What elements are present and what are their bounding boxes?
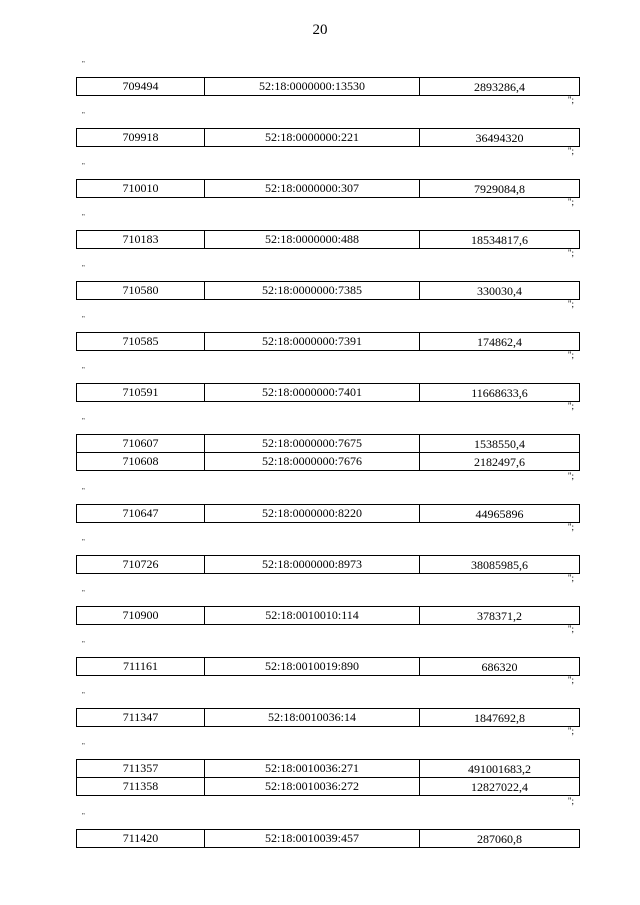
record-table bbox=[76, 434, 580, 471]
cadastral-value-cell: 1538550,4 bbox=[420, 435, 580, 453]
cadastral-number-cell: 52:18:0000000:307 bbox=[205, 180, 420, 198]
closing-quote-mark: "; bbox=[567, 401, 574, 411]
amendment-block bbox=[76, 162, 580, 213]
amendment-block bbox=[76, 315, 580, 366]
closing-quote-mark: "; bbox=[567, 726, 574, 736]
cadastral-number-cell: 52:18:0000000:8973 bbox=[205, 556, 420, 574]
record-table bbox=[76, 829, 580, 848]
opening-quote-mark: " bbox=[82, 640, 85, 648]
cadastral-number-cell: 52:18:0010019:890 bbox=[205, 658, 420, 676]
opening-quote-mark: " bbox=[82, 417, 85, 425]
cadastral-value-cell: 686320 bbox=[420, 658, 580, 676]
table-row bbox=[77, 709, 580, 727]
record-number-cell: 711420 bbox=[77, 830, 205, 848]
cadastral-number-cell: 52:18:0010036:14 bbox=[205, 709, 420, 727]
cadastral-number-cell: 52:18:0000000:7391 bbox=[205, 333, 420, 351]
opening-quote-mark: " bbox=[82, 315, 85, 323]
cadastral-number-cell: 52:18:0000000:221 bbox=[205, 129, 420, 147]
amendment-block bbox=[76, 213, 580, 264]
record-table bbox=[76, 759, 580, 796]
amendment-block bbox=[76, 691, 580, 742]
opening-quote-mark: " bbox=[82, 60, 85, 68]
record-number-cell: 710585 bbox=[77, 333, 205, 351]
table-row bbox=[77, 760, 580, 778]
record-table bbox=[76, 657, 580, 676]
cadastral-value-cell: 38085985,6 bbox=[420, 556, 580, 574]
record-table bbox=[76, 555, 580, 574]
record-number-cell: 711347 bbox=[77, 709, 205, 727]
closing-quote-mark: "; bbox=[567, 675, 574, 685]
closing-quote-mark: "; bbox=[567, 95, 574, 105]
closing-quote-mark: "; bbox=[567, 248, 574, 258]
opening-quote-mark: " bbox=[82, 487, 85, 495]
cadastral-value-cell: 287060,8 bbox=[420, 830, 580, 848]
amendment-block bbox=[76, 60, 580, 111]
table-row bbox=[77, 658, 580, 676]
closing-quote-mark: "; bbox=[567, 796, 574, 806]
amendment-block bbox=[76, 487, 580, 538]
record-table bbox=[76, 332, 580, 351]
table-row bbox=[77, 830, 580, 848]
opening-quote-mark: " bbox=[82, 742, 85, 750]
amendment-block bbox=[76, 538, 580, 589]
table-row bbox=[77, 556, 580, 574]
table-row bbox=[77, 333, 580, 351]
table-row bbox=[77, 778, 580, 796]
opening-quote-mark: " bbox=[82, 162, 85, 170]
cadastral-value-cell: 18534817,6 bbox=[420, 231, 580, 249]
opening-quote-mark: " bbox=[82, 538, 85, 546]
amendment-block bbox=[76, 742, 580, 812]
table-row bbox=[77, 607, 580, 625]
cadastral-number-cell: 52:18:0000000:7675 bbox=[205, 435, 420, 453]
cadastral-number-cell: 52:18:0000000:7385 bbox=[205, 282, 420, 300]
closing-quote-mark: "; bbox=[567, 299, 574, 309]
record-table bbox=[76, 281, 580, 300]
record-number-cell: 710580 bbox=[77, 282, 205, 300]
closing-quote-mark: "; bbox=[567, 471, 574, 481]
record-table bbox=[76, 504, 580, 523]
record-table bbox=[76, 128, 580, 147]
opening-quote-mark: " bbox=[82, 213, 85, 221]
closing-quote-mark: "; bbox=[567, 624, 574, 634]
table-row bbox=[77, 435, 580, 453]
opening-quote-mark: " bbox=[82, 589, 85, 597]
record-table bbox=[76, 230, 580, 249]
table-row bbox=[77, 282, 580, 300]
document-body bbox=[76, 60, 580, 863]
table-row bbox=[77, 78, 580, 96]
record-number-cell: 710183 bbox=[77, 231, 205, 249]
record-table bbox=[76, 383, 580, 402]
cadastral-value-cell: 174862,4 bbox=[420, 333, 580, 351]
cadastral-value-cell: 7929084,8 bbox=[420, 180, 580, 198]
opening-quote-mark: " bbox=[82, 111, 85, 119]
closing-quote-mark: "; bbox=[567, 573, 574, 583]
opening-quote-mark: " bbox=[82, 691, 85, 699]
cadastral-number-cell: 52:18:0000000:488 bbox=[205, 231, 420, 249]
amendment-block bbox=[76, 366, 580, 417]
cadastral-number-cell: 52:18:0000000:7401 bbox=[205, 384, 420, 402]
record-table bbox=[76, 606, 580, 625]
record-number-cell: 710726 bbox=[77, 556, 205, 574]
opening-quote-mark: " bbox=[82, 264, 85, 272]
cadastral-value-cell: 2182497,6 bbox=[420, 453, 580, 471]
table-row bbox=[77, 231, 580, 249]
table-row bbox=[77, 453, 580, 471]
amendment-block bbox=[76, 111, 580, 162]
cadastral-value-cell: 378371,2 bbox=[420, 607, 580, 625]
record-number-cell: 710010 bbox=[77, 180, 205, 198]
record-number-cell: 709494 bbox=[77, 78, 205, 96]
table-row bbox=[77, 180, 580, 198]
cadastral-number-cell: 52:18:0010039:457 bbox=[205, 830, 420, 848]
cadastral-value-cell: 44965896 bbox=[420, 505, 580, 523]
cadastral-number-cell: 52:18:0010010:114 bbox=[205, 607, 420, 625]
record-table bbox=[76, 179, 580, 198]
record-table bbox=[76, 77, 580, 96]
record-number-cell: 710591 bbox=[77, 384, 205, 402]
cadastral-number-cell: 52:18:0010036:271 bbox=[205, 760, 420, 778]
cadastral-value-cell: 1847692,8 bbox=[420, 709, 580, 727]
opening-quote-mark: " bbox=[82, 366, 85, 374]
cadastral-value-cell: 11668633,6 bbox=[420, 384, 580, 402]
amendment-block bbox=[76, 640, 580, 691]
closing-quote-mark: "; bbox=[567, 350, 574, 360]
cadastral-number-cell: 52:18:0000000:7676 bbox=[205, 453, 420, 471]
amendment-block bbox=[76, 589, 580, 640]
closing-quote-mark: "; bbox=[567, 146, 574, 156]
record-number-cell: 710607 bbox=[77, 435, 205, 453]
closing-quote-mark: "; bbox=[567, 197, 574, 207]
record-table bbox=[76, 708, 580, 727]
table-row bbox=[77, 505, 580, 523]
record-number-cell: 709918 bbox=[77, 129, 205, 147]
opening-quote-mark: " bbox=[82, 812, 85, 820]
cadastral-number-cell: 52:18:0010036:272 bbox=[205, 778, 420, 796]
table-row bbox=[77, 384, 580, 402]
page-number: 20 bbox=[312, 22, 328, 38]
amendment-block bbox=[76, 264, 580, 315]
cadastral-value-cell: 330030,4 bbox=[420, 282, 580, 300]
cadastral-value-cell: 12827022,4 bbox=[420, 778, 580, 796]
amendment-block bbox=[76, 417, 580, 487]
record-number-cell: 711358 bbox=[77, 778, 205, 796]
cadastral-value-cell: 36494320 bbox=[420, 129, 580, 147]
table-row bbox=[77, 129, 580, 147]
record-number-cell: 710608 bbox=[77, 453, 205, 471]
cadastral-number-cell: 52:18:0000000:8220 bbox=[205, 505, 420, 523]
record-number-cell: 711357 bbox=[77, 760, 205, 778]
cadastral-value-cell: 2893286,4 bbox=[420, 78, 580, 96]
record-number-cell: 711161 bbox=[77, 658, 205, 676]
closing-quote-mark: "; bbox=[567, 522, 574, 532]
cadastral-number-cell: 52:18:0000000:13530 bbox=[205, 78, 420, 96]
amendment-block bbox=[76, 812, 580, 863]
record-number-cell: 710647 bbox=[77, 505, 205, 523]
cadastral-value-cell: 491001683,2 bbox=[420, 760, 580, 778]
record-number-cell: 710900 bbox=[77, 607, 205, 625]
